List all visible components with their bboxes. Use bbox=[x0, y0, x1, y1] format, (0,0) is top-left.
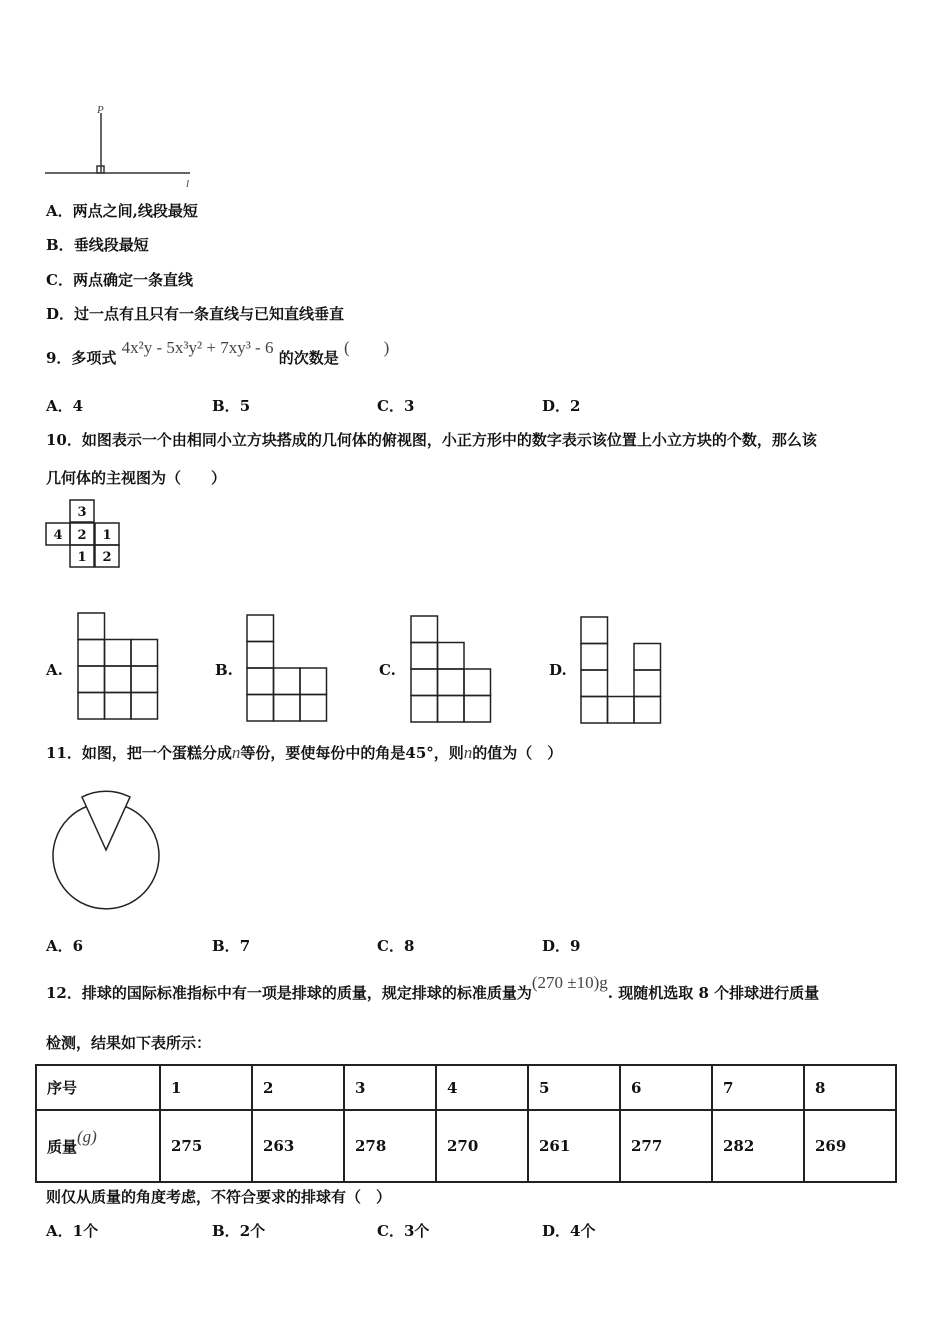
mass-cell: 261 bbox=[528, 1110, 620, 1182]
option-key: D． bbox=[542, 937, 571, 955]
q9-option[interactable] bbox=[212, 396, 250, 416]
option-text: 3 bbox=[403, 397, 415, 415]
mass-cell: 269 bbox=[804, 1110, 896, 1182]
q11-var: n bbox=[463, 743, 473, 762]
front-view-label: A. bbox=[46, 661, 63, 679]
top-view-count: 2 bbox=[77, 528, 87, 543]
option-key: B． bbox=[212, 397, 240, 415]
q11-text-a: 11．如图，把一个蛋糕分成 bbox=[46, 744, 232, 762]
cube-face bbox=[411, 616, 438, 643]
option-text: 8 bbox=[403, 937, 415, 955]
q8-option[interactable] bbox=[46, 201, 198, 221]
option-text: 两点确定一条直线 bbox=[72, 271, 193, 289]
cube-face bbox=[131, 693, 158, 720]
option-key: D． bbox=[46, 305, 75, 323]
q9-question bbox=[46, 338, 390, 368]
option-key: B． bbox=[212, 1222, 240, 1240]
row1-head: 序号 bbox=[36, 1065, 160, 1110]
top-view-count: 2 bbox=[102, 550, 112, 565]
id-cell: 3 bbox=[344, 1065, 436, 1110]
cube-face bbox=[438, 669, 465, 696]
cube-face bbox=[78, 613, 105, 640]
q11-option[interactable] bbox=[377, 936, 414, 956]
cube-face bbox=[131, 666, 158, 693]
cube-face bbox=[274, 668, 301, 695]
id-cell: 2 bbox=[252, 1065, 344, 1110]
mass-cell: 275 bbox=[160, 1110, 252, 1182]
id-cell: 6 bbox=[620, 1065, 712, 1110]
cube-face bbox=[634, 644, 661, 671]
front-view-label: C. bbox=[379, 661, 396, 679]
q10-line2: 几何体的主视图为（ ） bbox=[46, 469, 227, 487]
q9-option[interactable] bbox=[46, 396, 83, 416]
q11-option[interactable] bbox=[46, 936, 83, 956]
option-text: 两点之间,线段最短 bbox=[72, 202, 198, 220]
option-text: 6 bbox=[72, 937, 84, 955]
q8-option[interactable] bbox=[46, 270, 193, 290]
cube-face bbox=[247, 615, 274, 642]
option-text: 9 bbox=[570, 937, 581, 955]
option-key: A． bbox=[46, 397, 73, 415]
cube-face bbox=[411, 696, 438, 723]
mass-cell: 282 bbox=[712, 1110, 804, 1182]
q9-prefix: 9．多项式 bbox=[46, 349, 117, 367]
perpendicular-figure bbox=[45, 113, 190, 173]
id-cell: 1 bbox=[160, 1065, 252, 1110]
q10-line1: 10．如图表示一个由相同小立方块搭成的几何体的俯视图，小正方形中的数字表示该位置上小立方块的个数，那么该 bbox=[46, 431, 817, 449]
option-text: 4 bbox=[72, 397, 84, 415]
option-key: B． bbox=[212, 937, 240, 955]
front-view-label: D. bbox=[549, 661, 567, 679]
q12-line2: 检测，结果如下表所示： bbox=[46, 1034, 212, 1052]
q9-formula: 4x²y - 5x³y² + 7xy³ - 6 bbox=[121, 338, 274, 357]
front-view-label: B. bbox=[215, 661, 233, 679]
cube-face bbox=[247, 695, 274, 722]
mass-unit: (g) bbox=[77, 1126, 97, 1146]
cube-face bbox=[274, 695, 301, 722]
option-key: A． bbox=[46, 202, 73, 220]
option-text: 4个 bbox=[570, 1222, 596, 1240]
id-cell: 5 bbox=[528, 1065, 620, 1110]
point-label: P bbox=[97, 104, 104, 116]
q9-suffix: 的次数是 bbox=[278, 349, 339, 367]
cube-face bbox=[581, 697, 608, 724]
top-view-count: 1 bbox=[102, 528, 112, 543]
cube-face bbox=[105, 693, 132, 720]
front-view-option-a[interactable] bbox=[78, 613, 158, 719]
cube-face bbox=[247, 668, 274, 695]
cube-face bbox=[131, 640, 158, 667]
cube-face bbox=[464, 696, 491, 723]
q9-option[interactable] bbox=[542, 396, 580, 416]
q12-option[interactable] bbox=[212, 1221, 265, 1241]
option-text: 垂线段最短 bbox=[73, 236, 149, 254]
q12-line1 bbox=[46, 973, 820, 1003]
q11-var: n bbox=[231, 743, 241, 762]
front-view-option-b[interactable] bbox=[247, 615, 327, 721]
option-text: 过一点有且只有一条直线与已知直线垂直 bbox=[74, 305, 345, 323]
q11-option[interactable] bbox=[542, 936, 580, 956]
line-label: l bbox=[186, 178, 190, 190]
option-text: 1个 bbox=[72, 1222, 99, 1240]
q8-option[interactable] bbox=[46, 235, 149, 255]
option-key: D． bbox=[542, 397, 571, 415]
option-key: C． bbox=[377, 397, 404, 415]
cube-face bbox=[300, 668, 327, 695]
id-cell: 4 bbox=[436, 1065, 528, 1110]
top-view-count: 3 bbox=[77, 505, 87, 520]
option-key: D． bbox=[542, 1222, 571, 1240]
cube-face bbox=[581, 617, 608, 644]
cube-face bbox=[78, 640, 105, 667]
cube-face bbox=[105, 666, 132, 693]
mass-cell: 270 bbox=[436, 1110, 528, 1182]
cube-face bbox=[78, 666, 105, 693]
cube-face bbox=[464, 669, 491, 696]
cube-face bbox=[608, 697, 635, 724]
option-key: A． bbox=[46, 937, 73, 955]
option-text: 3个 bbox=[403, 1222, 430, 1240]
cube-face bbox=[105, 640, 132, 667]
cube-face bbox=[634, 697, 661, 724]
cube-face bbox=[78, 693, 105, 720]
q11-text-c: 的值为（ ） bbox=[472, 744, 563, 762]
cube-face bbox=[438, 696, 465, 723]
cube-face bbox=[411, 643, 438, 670]
mass-cell: 278 bbox=[344, 1110, 436, 1182]
q9-option[interactable] bbox=[377, 396, 414, 416]
option-text: 2个 bbox=[239, 1222, 266, 1240]
cube-face bbox=[634, 670, 661, 697]
cube-face bbox=[581, 670, 608, 697]
q12-text-a: 12．排球的国际标准指标中有一项是排球的质量，规定排球的标准质量为 bbox=[46, 984, 532, 1002]
front-view-option-d[interactable] bbox=[581, 617, 661, 723]
q11-option[interactable] bbox=[212, 936, 250, 956]
q12-option[interactable] bbox=[542, 1221, 595, 1241]
q12-text-b: . 现随机选取 8 个排球进行质量 bbox=[607, 984, 820, 1002]
cube-face bbox=[581, 644, 608, 671]
mass-label: 质量 bbox=[47, 1137, 78, 1156]
option-key: C． bbox=[377, 1222, 404, 1240]
cube-face bbox=[411, 669, 438, 696]
option-text: 7 bbox=[239, 937, 251, 955]
top-view-count: 1 bbox=[77, 550, 87, 565]
top-view-count: 4 bbox=[53, 528, 63, 543]
option-text: 5 bbox=[239, 397, 251, 415]
id-cell: 8 bbox=[804, 1065, 896, 1110]
q12-question: 则仅从质量的角度考虑，不符合要求的排球有（ ） bbox=[46, 1188, 392, 1206]
id-cell: 7 bbox=[712, 1065, 804, 1110]
mass-table bbox=[35, 1064, 897, 1183]
top-view-grid bbox=[46, 500, 119, 567]
row2-head bbox=[36, 1110, 160, 1182]
q8-option[interactable] bbox=[46, 304, 344, 324]
q12-formula: (270 ±10)g bbox=[531, 973, 608, 992]
cube-face bbox=[247, 642, 274, 669]
option-key: A． bbox=[46, 1222, 73, 1240]
cube-face bbox=[300, 695, 327, 722]
q9-paren: ( ) bbox=[343, 338, 390, 357]
option-key: B． bbox=[46, 236, 74, 254]
q11-question bbox=[46, 743, 562, 763]
q12-option[interactable] bbox=[377, 1221, 429, 1241]
cube-face bbox=[438, 643, 465, 670]
option-key: C． bbox=[46, 271, 73, 289]
cake-figure bbox=[53, 791, 159, 909]
front-view-option-c[interactable] bbox=[411, 616, 491, 722]
mass-cell: 277 bbox=[620, 1110, 712, 1182]
mass-cell: 263 bbox=[252, 1110, 344, 1182]
q11-text-b: 等份，要使每份中的角是45°，则 bbox=[240, 744, 464, 762]
option-key: C． bbox=[377, 937, 404, 955]
option-text: 2 bbox=[570, 397, 581, 415]
q12-option[interactable] bbox=[46, 1221, 98, 1241]
